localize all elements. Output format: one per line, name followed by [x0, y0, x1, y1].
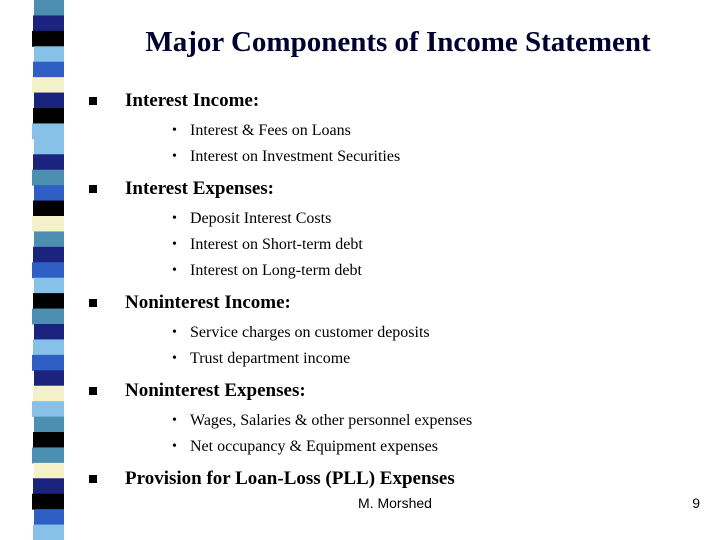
- sub-bullet: [172, 346, 706, 372]
- dot-bullet-icon: •: [172, 439, 177, 454]
- section-heading: Noninterest Expenses:: [125, 380, 306, 401]
- stripe-segment: [32, 355, 64, 371]
- stripe-segment: [33, 432, 64, 448]
- stripe-segment: [34, 139, 64, 155]
- stripe-segment: [34, 278, 64, 294]
- sub-bullet-text: Net occupancy & Equipment expenses: [190, 438, 438, 455]
- stripe-segment: [34, 46, 64, 62]
- stripe-segment: [33, 154, 64, 170]
- stripe-segment: [34, 324, 64, 340]
- stripe-segment: [32, 170, 64, 186]
- section-noninterest-expenses: [86, 376, 706, 464]
- dot-bullet-icon: •: [172, 263, 177, 278]
- stripe-segment: [33, 201, 64, 217]
- stripe-segment: [32, 494, 64, 510]
- square-bullet-icon: [89, 475, 97, 483]
- main-bullet: [86, 288, 706, 318]
- stripe-segment: [32, 262, 64, 278]
- sub-bullet: [172, 232, 706, 258]
- dot-bullet-icon: •: [172, 123, 177, 138]
- stripe-segment: [33, 339, 64, 355]
- sub-bullet: [172, 144, 706, 170]
- stripe-segment: [34, 93, 64, 109]
- sub-bullet-text: Interest on Short-term debt: [190, 236, 363, 253]
- bullet-list: [86, 86, 706, 494]
- dot-bullet-icon: •: [172, 149, 177, 164]
- main-bullet: [86, 86, 706, 116]
- dot-bullet-icon: •: [172, 237, 177, 252]
- slide-title: Major Components of Income Statement: [145, 26, 651, 58]
- sub-bullet: [172, 118, 706, 144]
- section-heading: Interest Income:: [125, 90, 260, 111]
- page-number: 9: [692, 495, 700, 511]
- sub-bullet-text: Service charges on customer deposits: [190, 324, 430, 341]
- stripe-segment: [32, 123, 64, 139]
- stripe-segment: [33, 15, 64, 31]
- section-heading: Interest Expenses:: [125, 178, 275, 199]
- stripe-segment: [34, 370, 64, 386]
- stripe-segment: [32, 216, 64, 232]
- sub-bullet: [172, 206, 706, 232]
- sub-bullet: [172, 408, 706, 434]
- stripe-segment: [34, 231, 64, 247]
- sub-bullet-text: Interest on Long-term debt: [190, 262, 362, 279]
- stripe-segment: [32, 31, 64, 47]
- sub-bullet-text: Wages, Salaries & other personnel expenses: [190, 412, 473, 429]
- stripe-segment: [34, 463, 64, 479]
- sub-bullet-list: [172, 318, 706, 376]
- section-noninterest-income: [86, 288, 706, 376]
- sub-bullet-text: Deposit Interest Costs: [190, 210, 332, 227]
- stripe-segment: [34, 417, 64, 433]
- sub-bullet: [172, 434, 706, 460]
- main-bullet: [86, 376, 706, 406]
- sub-bullet-list: [172, 116, 706, 174]
- section-interest-income: [86, 86, 706, 174]
- square-bullet-icon: [89, 97, 97, 105]
- section-heading: Noninterest Income:: [125, 292, 291, 313]
- section-interest-expenses: [86, 174, 706, 288]
- dot-bullet-icon: •: [172, 325, 177, 340]
- sub-bullet-text: Interest & Fees on Loans: [190, 122, 351, 139]
- sub-bullet-list: [172, 204, 706, 288]
- square-bullet-icon: [89, 299, 97, 307]
- sub-bullet-text: Interest on Investment Securities: [190, 148, 401, 165]
- sub-bullet: [172, 258, 706, 284]
- footer-author: M. Morshed: [358, 495, 432, 511]
- stripe-segment: [32, 77, 64, 93]
- stripe-segment: [33, 62, 64, 78]
- main-bullet: [86, 464, 706, 494]
- main-bullet: [86, 174, 706, 204]
- stripe-segment: [32, 447, 64, 463]
- stripe-segment: [33, 108, 64, 124]
- section-heading: Provision for Loan-Loss (PLL) Expenses: [125, 468, 455, 489]
- square-bullet-icon: [89, 185, 97, 193]
- stripe-segment: [33, 525, 64, 540]
- stripe-segment: [33, 478, 64, 494]
- decorative-stripe-bar: [0, 0, 64, 540]
- stripe-segment: [34, 0, 64, 16]
- stripe-segment: [33, 247, 64, 263]
- sub-bullet-list: [172, 406, 706, 464]
- dot-bullet-icon: •: [172, 211, 177, 226]
- stripe-segment: [32, 401, 64, 417]
- stripe-segment: [34, 509, 64, 525]
- sub-bullet: [172, 320, 706, 346]
- dot-bullet-icon: •: [172, 413, 177, 428]
- stripe-segment: [33, 293, 64, 309]
- section-provision-loan-loss: [86, 464, 706, 494]
- square-bullet-icon: [89, 387, 97, 395]
- stripe-segment: [34, 185, 64, 201]
- sub-bullet-text: Trust department income: [190, 350, 351, 367]
- stripe-segment: [33, 386, 64, 402]
- stripe-segment: [32, 309, 64, 325]
- dot-bullet-icon: •: [172, 351, 177, 366]
